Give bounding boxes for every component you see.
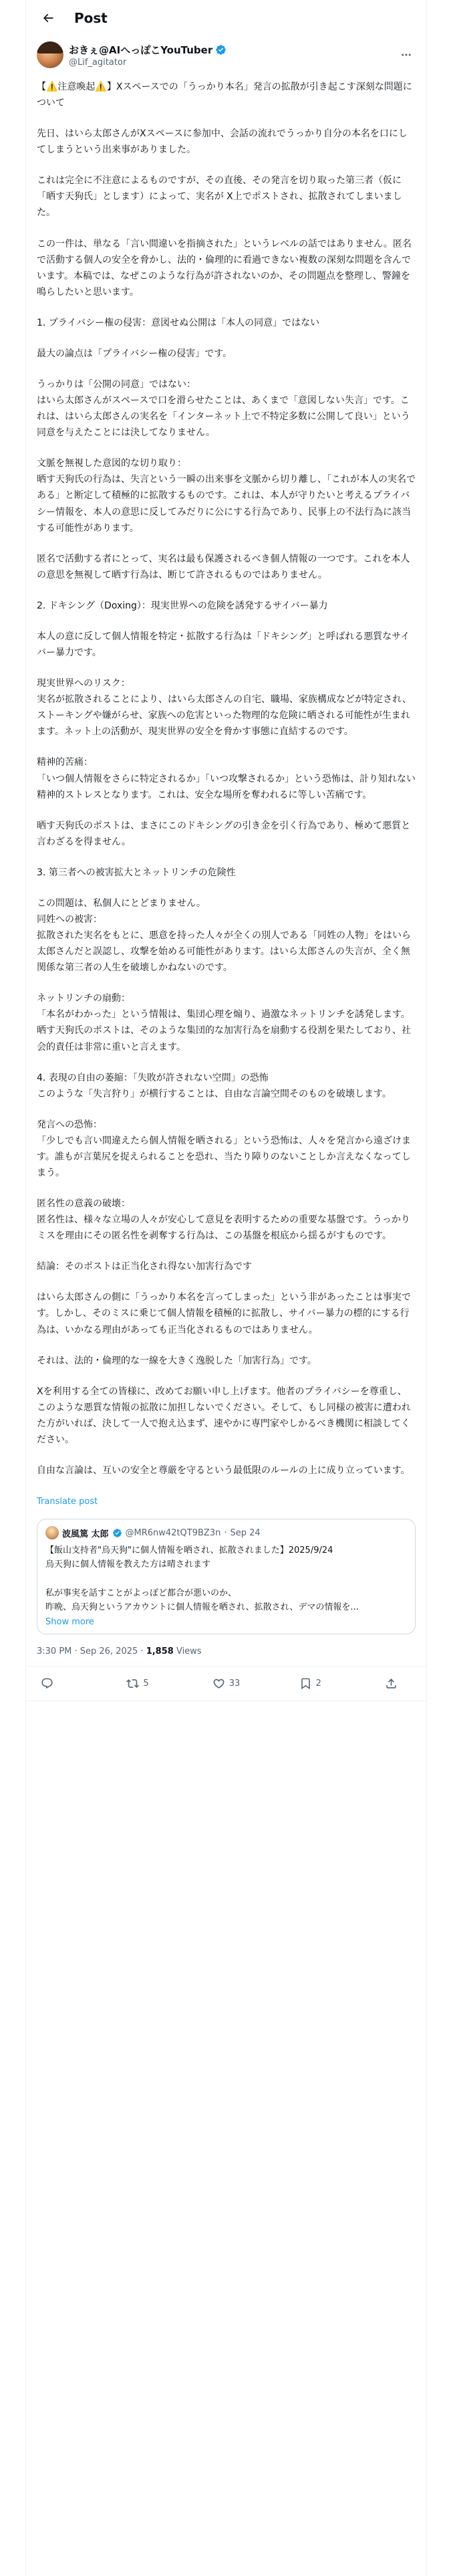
like-count: 33 [229, 1678, 241, 1689]
post-paragraph: これは完全に不注意によるものですが、その直後、その発言を切り取った第三者（仮に「晒す天狗氏」とします）によって、実名が X上でポストされ、拡散されてしまいました。 [37, 175, 402, 219]
author-name[interactable]: おきぇ@AIへっぽこYouTuber [69, 43, 213, 56]
page-title: Post [74, 9, 108, 26]
post-paragraph: 結論：そのポストは正当化され得ない加害行為です [37, 1261, 252, 1273]
author-row [26, 36, 426, 71]
reply-icon [41, 1677, 53, 1690]
post-text [26, 71, 426, 1515]
post-meta [26, 1634, 426, 1667]
repost-button[interactable] [126, 1677, 153, 1690]
bookmark-icon [299, 1677, 312, 1690]
share-icon [385, 1677, 398, 1690]
post-paragraph: この問題は、私個人にとどまりません。 同姓への被害： 拡散された実名をもとに、悪意を持った人々が全くの別人である「同姓の人物」をはいら太郎さんだと誤認し、攻撃を始める可能性があります。はいら太郎さんの失言が、全く無関係な第三者の人生を破壊しかねないのです。 [37, 897, 411, 974]
post-paragraph: 精神的苦痛： 「いつ個人情報をさらに特定されるか」「いつ攻撃されるか」という恐怖は、計り知れない精神的ストレスとなります。これは、安全な場所を奪われるに等しい苦痛です。 [37, 757, 416, 800]
post-column [25, 0, 427, 2576]
post-paragraph: 発言への恐怖： 「少しでも言い間違えたら個人情報を晒される」という恐怖は、人々を発言から遠ざけます。誰もが言葉尻を捉えられることを恐れ、当たり障りのないことしか言えなくなってしまう。 [37, 1119, 411, 1178]
bookmark-button[interactable] [299, 1677, 326, 1690]
reply-button[interactable] [41, 1677, 67, 1690]
verified-badge-icon [215, 44, 227, 56]
quoted-author-handle: @MR6nw42tQT9BZ3n [125, 1527, 221, 1538]
arrow-left-icon [41, 11, 55, 25]
author-meta [69, 43, 227, 68]
more-options-button[interactable] [397, 45, 416, 64]
post-paragraph: Xを利用する全ての皆様に、改めてお願い申し上げます。他者のプライバシーを尊重し、このような悪質な情報の拡散に加担しないでください。そして、もし同様の被害に遭われた方がいれば、決して一人で抱え込まず、速やかに専門家やしかるべき機関に相談してください。 [37, 1386, 411, 1445]
quoted-post-date: Sep 24 [230, 1527, 261, 1538]
translate-post-link[interactable]: Translate post [37, 1497, 98, 1507]
quoted-post-text: 【飯山支持者"烏天狗"に個人情報を晒され、拡散されました】2025/9/24 烏天狗に個人情報を教えた方は晴されます 私が事実を話すことがよっぽど都合が悪いのか、 昨晩、烏天狗というアカウントに個人情報を晒され、拡散され、デマの情報を... [45, 1545, 359, 1612]
views-label: Views [173, 1646, 202, 1656]
quoted-avatar [45, 1526, 59, 1539]
quoted-post-header: 波風篤 太郎 @MR6nw42tQT9BZ3n · Sep 24 [45, 1526, 407, 1539]
top-bar [26, 0, 426, 36]
post-timestamp[interactable]: 3:30 PM · Sep 26, 2025 · [37, 1646, 146, 1656]
more-dots-icon [400, 49, 412, 61]
post-paragraph: 最大の論点は「プライバシー権の侵害」です。 [37, 348, 233, 359]
author-handle[interactable]: @Lif_agitator [69, 57, 127, 68]
post-paragraph: 先日、はいら太郎さんがXスペースに参加中、会話の流れでうっかり自分の本名を口にしてしまうという出来事がありました。 [37, 128, 408, 156]
post-paragraph: 現実世界へのリスク： 実名が拡散されることにより、はいら太郎さんの自宅、職場、家族構成などが特定され、ストーキングや嫌がらせ、家族への危害といった物理的な危険に晒される可能性が生まれます。ネット上の活動が、現実世界の安全を脅かす事態に直結するのです。 [37, 678, 412, 738]
post-paragraph: ネットリンチの扇動： 「本名がわかった」という情報は、集団心理を煽り、過激なネットリンチを誘発します。晒す天狗氏のポストは、そのような集団的な加害行為を扇動する役割を果たしており、社会的責任は非常に重いと言えます。 [37, 993, 411, 1053]
like-button[interactable] [212, 1677, 241, 1690]
post-paragraph: 匿名で活動する者にとって、実名は最も保護されるべき個人情報の一つです。これを本人の意思を無視して晒す行為は、断じて許されるものではありません。 [37, 553, 410, 580]
avatar[interactable] [37, 41, 63, 68]
post-paragraph: 匿名性の意義の破壊： 匿名性は、様々な立場の人々が安心して意見を表明するための重要な基盤です。うっかりミスを理由にその匿名性を剥奪する行為は、この基盤を根底から揺るがすものです。 [37, 1198, 410, 1242]
post-paragraph: 3. 第三者への被害拡大とネットリンチの危険性 [37, 867, 236, 878]
post-paragraph: それは、法的・倫理的な一線を大きく逸脱した「加害行為」です。 [37, 1355, 317, 1366]
share-button[interactable] [385, 1677, 412, 1690]
views-count: 1,858 [146, 1646, 174, 1656]
post-paragraph: 2. ドキシング（Doxing）：現実世界への危険を誘発するサイバー暴力 [37, 600, 328, 611]
heart-icon [212, 1677, 225, 1690]
verified-badge-icon [112, 1528, 122, 1538]
bookmark-count: 2 [315, 1678, 321, 1689]
back-button[interactable] [37, 7, 59, 29]
post-paragraph: この一件は、単なる「言い間違いを指摘された」というレベルの話ではありません。匿名で活動する個人の安全を脅かし、法的・倫理的に看過できない複数の深刻な問題を含んでいます。本稿では、なぜこのような行為が許されないのか、その問題点を整理し、警鐘を鳴らしたいと思います。 [37, 238, 412, 298]
post-paragraph: 文脈を無視した意図的な切り取り： 晒す天狗氏の行為は、失言という一瞬の出来事を文脈から切り離し、「これが本人の実名である」と断定して積極的に拡散するものです。これは、本人が守りたいと考えるプライバシー情報を、本人の意思に反してみだりに公にする行為であり、民事上の不法行為に該当する可能性があります。 [37, 458, 416, 534]
post-paragraph: 本人の意に反して個人情報を特定・拡散する行為は「ドキシング」と呼ばれる悪質なサイバー暴力です。 [37, 631, 410, 659]
show-more-link[interactable]: Show more [45, 1616, 94, 1627]
post-paragraph: 4. 表現の自由の萎縮：「失敗が許されない空間」の恐怖 このような「失言狩り」が横行することは、自由な言論空間そのものを破壊します。 [37, 1072, 392, 1099]
post-paragraph: 1. プライバシー権の侵害：意図せぬ公開は「本人の同意」ではない [37, 317, 320, 328]
action-bar [26, 1667, 426, 1701]
repost-icon [126, 1677, 139, 1690]
post-paragraph: 自由な言論は、互いの安全と尊厳を守るという最低限のルールの上に成り立っています。 [37, 1465, 410, 1476]
quoted-post[interactable] [37, 1519, 416, 1634]
post-paragraph: うっかりは「公開の同意」ではない： はいら太郎さんがスペースで口を滑らせたことは、あくまで「意図しない失言」です。これは、はいら太郎さんの実名を「インターネット上で不特定多数に公開して良い」という同意を与えたことには決してなりません。 [37, 379, 410, 439]
quoted-author-name: 波風篤 太郎 [62, 1529, 109, 1539]
post-paragraph: はいら太郎さんの側に「うっかり本名を言ってしまった」という非があったことは事実です。しかし、そのミスに乗じて個人情報を積極的に拡散し、サイバー暴力の標的にする行為は、いかなる理由があっても正当化されるものではありません。 [37, 1292, 411, 1335]
post-paragraph: 晒す天狗氏のポストは、まさにこのドキシングの引き金を引く行為であり、極めて悪質と言わざるを得ません。 [37, 820, 411, 847]
repost-count: 5 [143, 1678, 149, 1689]
post-paragraph: 【⚠️注意喚起⚠️】Xスペースでの「うっかり本名」発言の拡散が引き起こす深刻な問題について [37, 82, 412, 109]
